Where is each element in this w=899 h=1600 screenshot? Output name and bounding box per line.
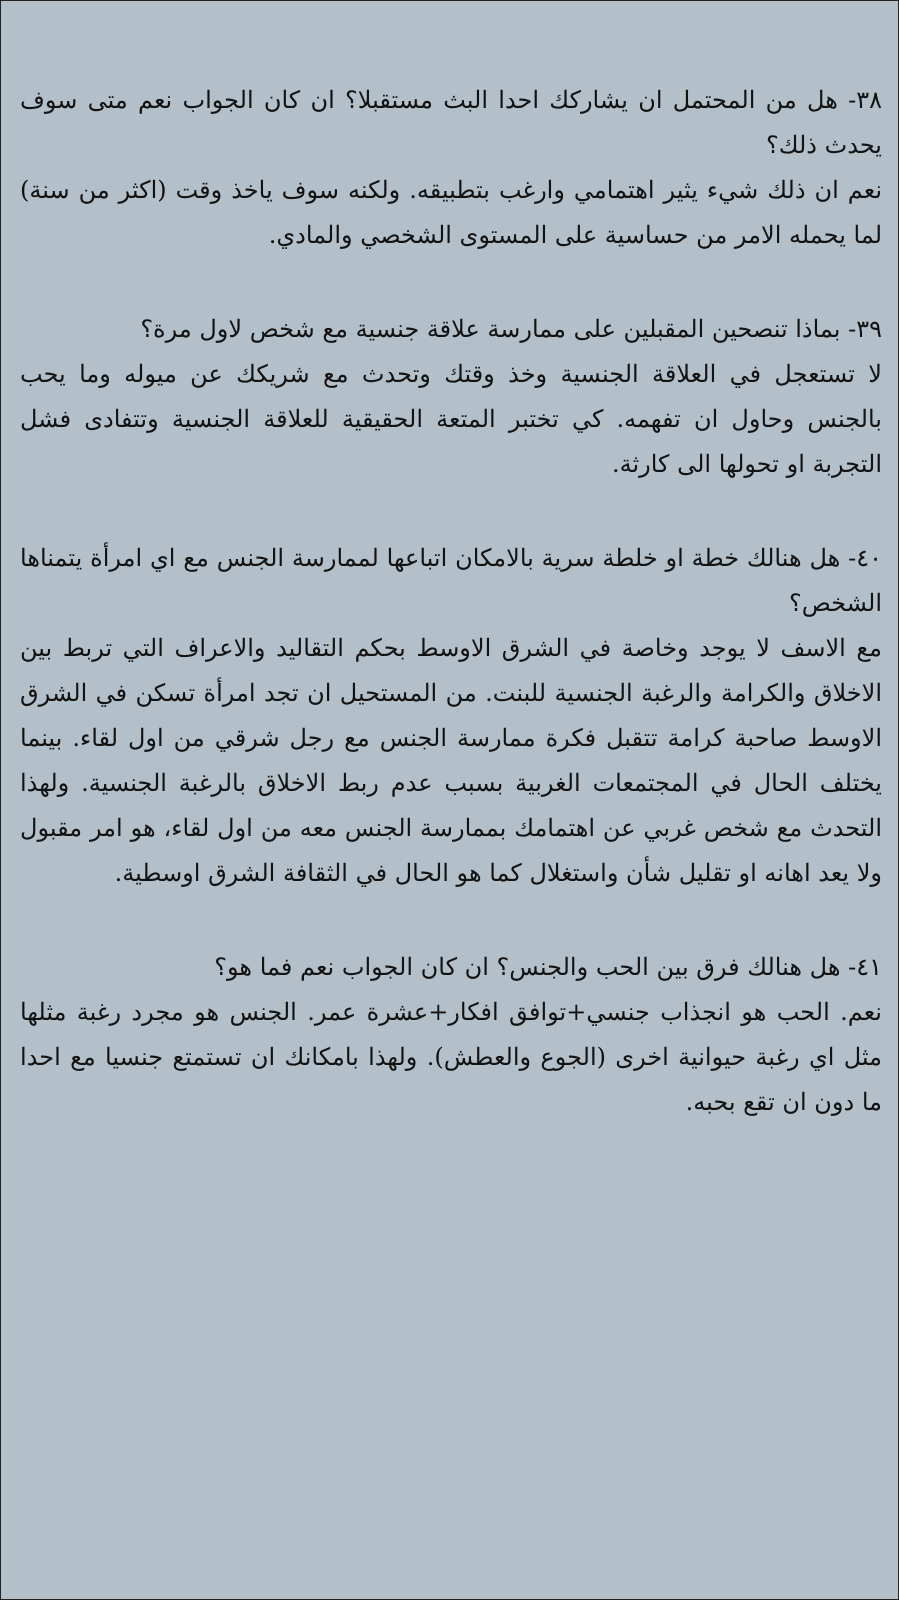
qa-item-40 [20,536,882,896]
qa-item-39 [20,307,882,487]
answer-39: لا تستعجل في العلاقة الجنسية وخذ وقتك وتحدث مع شريكك عن ميوله وما يحب بالجنس وحاول ان تفهمه. كي تختبر المتعة الحقيقية للعلاقة الجنسية وتتفادى فشل التجربة او تحولها الى كارثة. [20,360,882,478]
answer-41: نعم. الحب هو انجذاب جنسي+توافق افكار+عشرة عمر. الجنس هو مجرد رغبة مثلها مثل اي رغبة حيوانية اخرى (الجوع والعطش). ولهذا بامكانك ان تستمتع جنسيا مع احدا ما دون ان تقع بحبه. [20,998,882,1116]
answer-38: نعم ان ذلك شيء يثير اهتمامي وارغب بتطبيقه. ولكنه سوف ياخذ وقت (اكثر من سنة) لما يحمله الامر من حساسية على المستوى الشخصي والمادي. [20,176,882,249]
question-40: ٤٠- هل هنالك خطة او خلطة سرية بالامكان اتباعها لممارسة الجنس مع اي امرأة يتمناها الشخص؟ [20,544,882,617]
qa-item-41 [20,945,882,1125]
question-41: ٤١- هل هنالك فرق بين الحب والجنس؟ ان كان الجواب نعم فما هو؟ [214,953,882,981]
document-body [20,78,882,1174]
question-38: ٣٨- هل من المحتمل ان يشاركك احدا البث مستقبلا؟ ان كان الجواب نعم متى سوف يحدث ذلك؟ [20,86,882,159]
answer-40: مع الاسف لا يوجد وخاصة في الشرق الاوسط بحكم التقاليد والاعراف التي تربط بين الاخلاق والكرامة والرغبة الجنسية للبنت. من المستحيل ان تجد امرأة تسكن في الشرق الاوسط صاحبة كرامة تتقبل فكرة ممارسة الجنس مع رجل شرقي من اول لقاء. بينما يختلف الحال في المجتمعات الغربية بسبب عدم ربط الاخلاق بالرغبة الجنسية. ولهذا التحدث مع شخص غربي عن اهتمامك بممارسة الجنس معه من اول لقاء، هو امر مقبول ولا يعد اهانه او تقليل شأن واستغلال كما هو الحال في الثقافة الشرق اوسطية. [20,634,882,887]
question-39: ٣٩- بماذا تنصحين المقبلين على ممارسة علاقة جنسية مع شخص لاول مرة؟ [140,315,882,343]
qa-item-38 [20,78,882,258]
